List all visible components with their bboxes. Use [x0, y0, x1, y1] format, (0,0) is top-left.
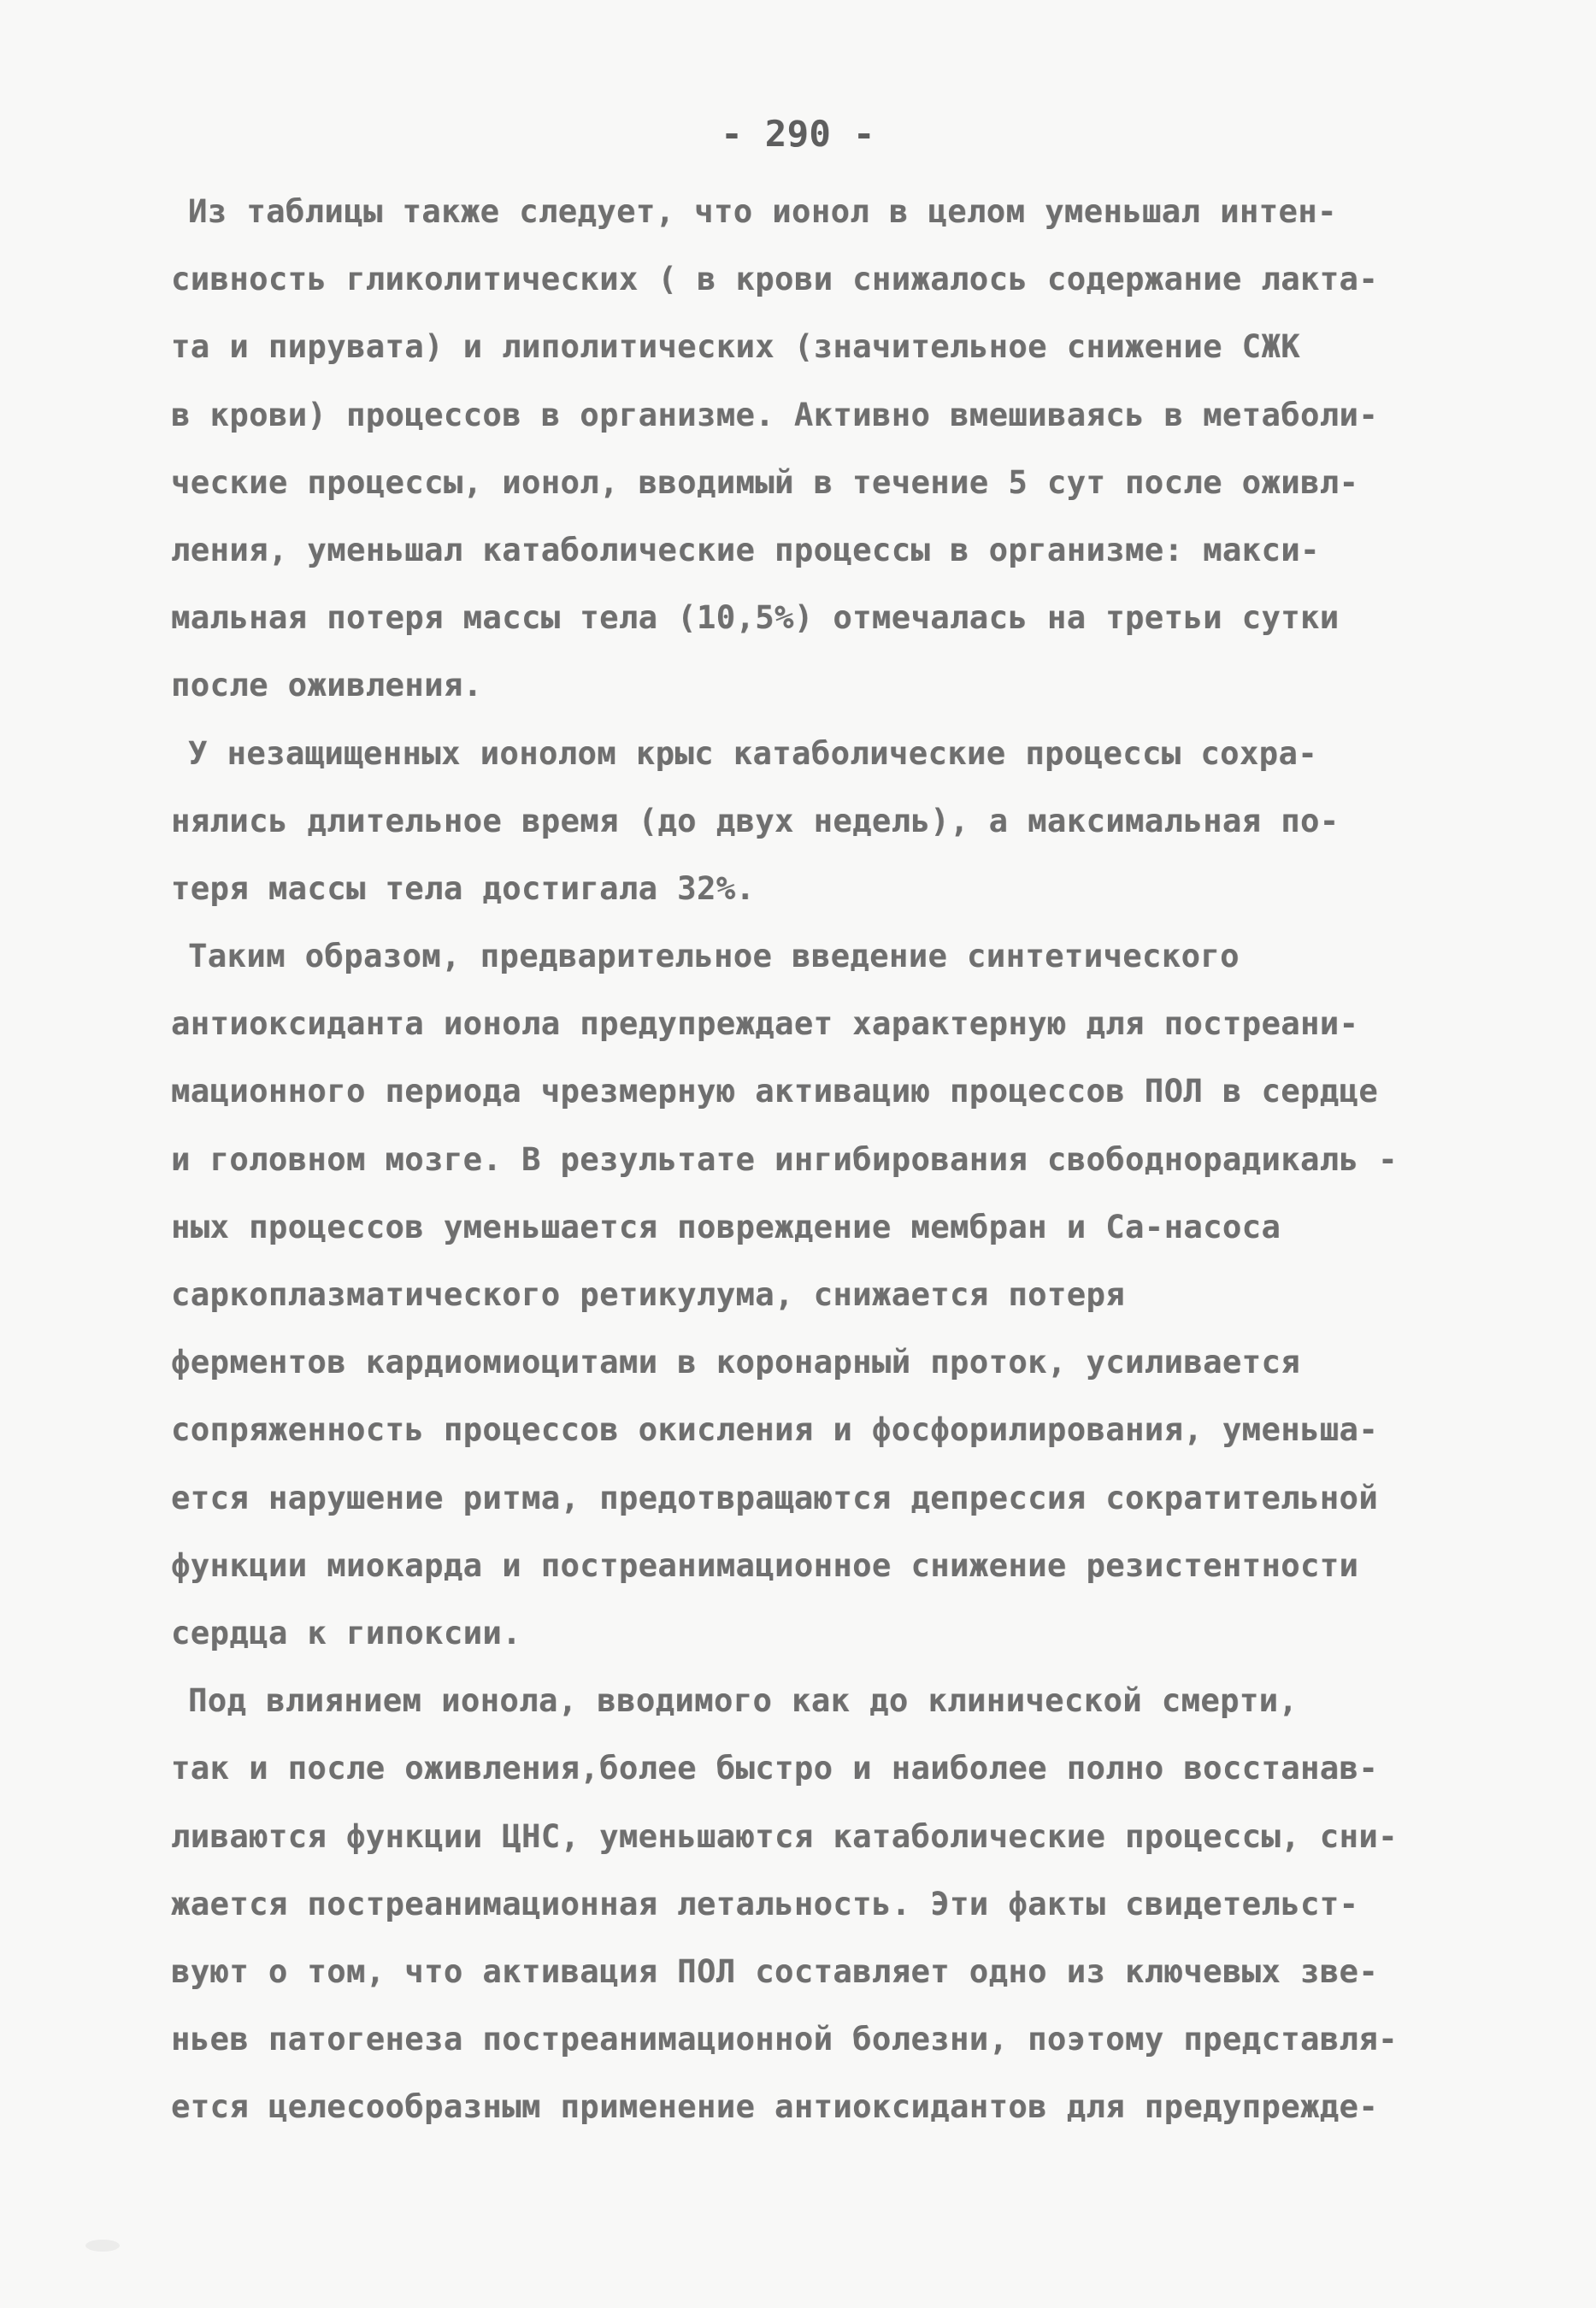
text-line: жается постреанимационная летальность. Эти факты свидетельст-	[171, 1885, 1359, 1922]
body-text	[171, 178, 1436, 2140]
text-line: ческие процессы, ионол, вводимый в течение 5 сут после оживл-	[171, 463, 1359, 501]
text-line: Под влиянием ионола, вводимого как до клинической смерти,	[188, 1682, 1299, 1720]
text-line: функции миокарда и постреанимационное снижение резистентности	[171, 1546, 1359, 1584]
text-line: теря массы тела достигала 32%.	[171, 869, 756, 907]
paper-smudge	[85, 2240, 120, 2252]
text-line: сивность гликолитических ( в крови снижалось содержание лакта-	[171, 261, 1379, 298]
text-line: сердца к гипоксии.	[171, 1614, 521, 1652]
text-line: нялись длительное время (до двух недель), а максимальная по-	[171, 802, 1340, 839]
text-line: сопряженность процессов окисления и фосфорилирования, уменьша-	[171, 1411, 1379, 1449]
text-line: мальная потеря массы тела (10,5%) отмечалась на третьи сутки	[171, 599, 1340, 637]
text-line: в крови) процессов в организме. Активно вмешиваясь в метаболи-	[171, 396, 1379, 433]
text-line: после оживления.	[171, 667, 483, 704]
text-line: ется целесообразным применение антиоксидантов для предупрежде-	[171, 2088, 1379, 2126]
text-line: Таким образом, предварительное введение синтетического	[188, 938, 1240, 975]
text-line: У незащищенных ионолом крыс катаболические процессы сохра-	[188, 734, 1318, 772]
text-line: ливаются функции ЦНС, уменьшаются катаболические процессы, сни-	[171, 1817, 1398, 1855]
text-line: Из таблицы также следует, что ионол в целом уменьшал интен-	[188, 193, 1337, 230]
text-line: ньев патогенеза постреанимационной болезни, поэтому представля-	[171, 2021, 1398, 2058]
page-number: - 290 -	[721, 113, 875, 155]
text-line: антиоксиданта ионола предупреждает характерную для постреани-	[171, 1005, 1359, 1043]
text-line: ных процессов уменьшается повреждение мембран и Са-насоса	[171, 1208, 1281, 1245]
text-line: ления, уменьшал катаболические процессы в организме: макси-	[171, 531, 1320, 568]
text-line: саркоплазматического ретикулума, снижается потеря	[171, 1276, 1126, 1313]
text-line: та и пирувата) и липолитических (значительное снижение СЖК	[171, 328, 1301, 366]
text-line: так и после оживления,более быстро и наиболее полно восстанав-	[171, 1750, 1379, 1787]
text-line: и головном мозге. В результате ингибирования свободнорадикаль -	[171, 1140, 1398, 1178]
text-line: ферментов кардиомиоцитами в коронарный проток, усиливается	[171, 1344, 1301, 1381]
text-line: мационного периода чрезмерную активацию процессов ПОЛ в сердце	[171, 1073, 1379, 1110]
text-line: ется нарушение ритма, предотвращаются депрессия сократительной	[171, 1479, 1379, 1516]
text-line: вуют о том, что активация ПОЛ составляет одно из ключевых зве-	[171, 1952, 1379, 1990]
